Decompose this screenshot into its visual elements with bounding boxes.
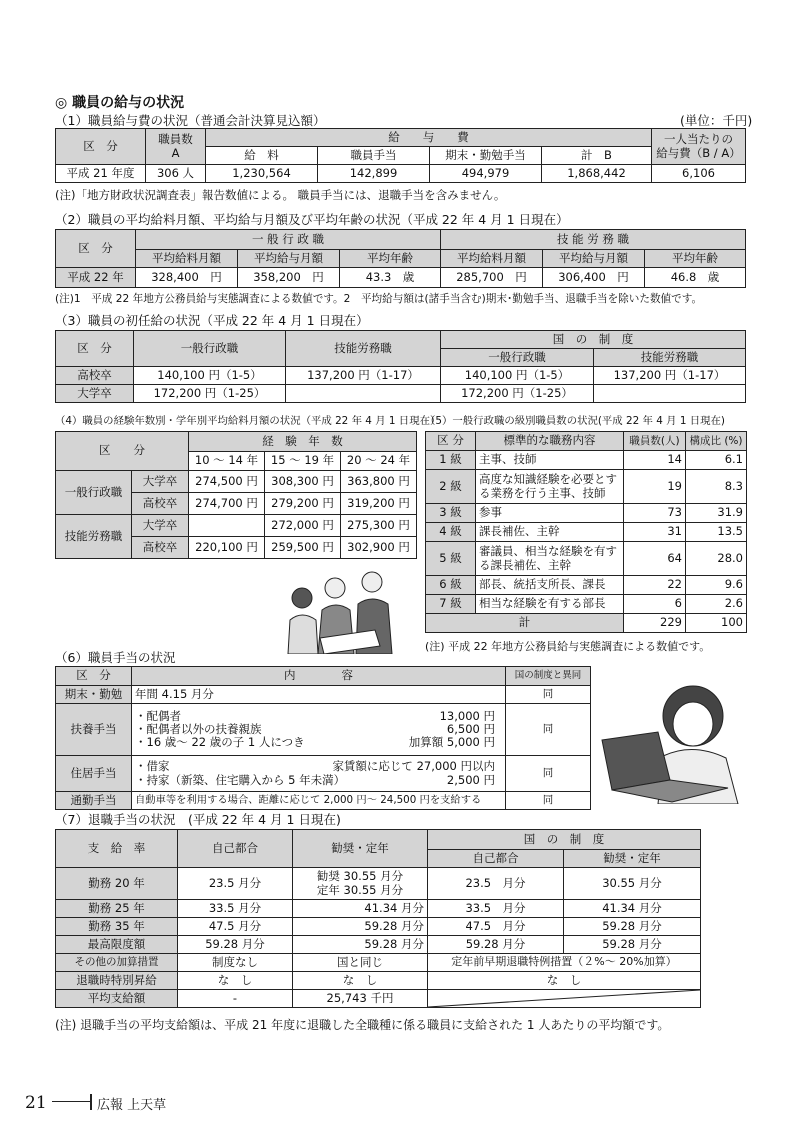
table-row: 大学卒 172,200 円（1-25） 172,200 円（1-25） [56,385,746,403]
table-row: 平均支給額 - 25,743 千円 [56,990,701,1008]
table-row: 高校卒 274,700 円 279,200 円 319,200 円 [56,493,417,515]
laptop-illustration [598,676,744,804]
table-row: 6 級 部長、統括支所長、課長 22 9.6 [426,576,747,595]
table-row: 高校卒 140,100 円（1-5） 137,200 円（1-17） 140,100 円（1-5） 137,200 円（1-17） [56,367,746,385]
s4-heading: （4）職員の経験年数別・学年別平均給料月額の状況（平成 22 年 4 月 1 日現在） [55,415,441,427]
table-row: 3 級 参事 73 31.9 [426,504,747,523]
table-row: 計 229 100 [426,614,747,633]
s2-heading: （2）職員の平均給料月額、平均給与月額及び平均年齢の状況（平成 22 年 4 月 1 日現在） [55,212,569,227]
s1-heading: （1）職員給与費の状況（普通会計決算見込額） [55,113,326,128]
table-row: 5 級 審議員、相当な経験を有する課長補佐、主幹 64 28.0 [426,542,747,576]
table-row: 1 級 主事、技師 14 6.1 [426,451,747,470]
table-row: 高校卒 220,100 円 259,500 円 302,900 円 [56,537,417,559]
table-row: 通勤手当 自動車等を利用する場合、距離に応じて 2,000 円～ 24,500 円を支給する 同 [56,792,591,810]
table-row: 2 級 高度な知識経験を必要とする業務を行う主事、技師 19 8.3 [426,470,747,504]
table-row: 勤務 35 年 47.5 月分 59.28 月分 47.5 月分 59.28 月分 [56,918,701,936]
table-row: 期末・勤勉 年間 4.15 月分 同 [56,686,591,704]
meeting-illustration [280,568,400,654]
s3-heading: （3）職員の初任給の状況（平成 22 年 4 月 1 日現在） [55,313,369,328]
s7-heading: （7）退職手当の状況 (平成 22 年 4 月 1 日現在) [55,812,341,827]
s1-note: (注)「地方財政状況調査表」報告数値による。 職員手当には、退職手当を含みません。 [55,188,506,202]
table-row: 技能労務職 大学卒 272,000 円 275,300 円 [56,515,417,537]
page-number: 21 [25,1093,47,1113]
grade-staff-table: 区 分 標準的な職務内容 職員数(人) 構成比 (%) 1 級 主事、技師 14 6.1 2 級 高度な知識経験を必要とする業務を行う主事、技師 19 8.3 3 級 参事 73 31.9 4 級 課長補佐、主幹 31 13.5 5 級 審議員、相当な経験を有する課長補佐、主幹 64 28.0 6 級 部長、統括支所長、課長 22 9.6 7 級 相当な経験を有する部長 6 2.6 計 229 100 [425,431,747,633]
table-row: 4 級 課長補佐、主幹 31 13.5 [426,523,747,542]
s5-note: (注) 平成 22 年地方公務員給与実態調査による数値です。 [425,640,711,653]
table-row: 7 級 相当な経験を有する部長 6 2.6 [426,595,747,614]
publication-name: 広報 上天草 [97,1098,167,1113]
retirement-table: 支 給 率 自己都合 勧奨・定年 国 の 制 度 自己都合 勧奨・定年 勤務 20 年 23.5 月分 勧奨 30.55 月分 定年 30.55 月分 23.5 月分 30.55 月分 勤務 25 年 33.5 月分 41.34 月分 33.5 月分 41.34 月分 勤務 35 年 47.5 月分 59.28 月分 47.5 月分 59.28 月分 最高限度額 59.28 月分 59.28 月分 59.28 月分 59.28 月分 その他の加算措置 制度なし 国と同じ 定年前早期退職特例措置（２%～ 20%加算） 退職時特別昇給 な し な し な し 平均支給額 - 25,743 千円 [55,829,701,1008]
s1-unit: (単位：千円) [680,113,753,128]
table-row: 扶養手当 ・配偶者 13,000 円 ・配偶者以外の扶養親族 6,500 円 ・16 歳～ 22 歳の子 1 人につき 加算額 5,000 円 同 [56,704,591,756]
table-row: 最高限度額 59.28 月分 59.28 月分 59.28 月分 59.28 月分 [56,936,701,954]
allowance-table: 区 分 内 容 国の制度と異同 期末・勤勉 年間 4.15 月分 同 扶養手当 ・配偶者 13,000 円 ・配偶者以外の扶養親族 6,500 円 ・16 歳～ 22 歳の子 1 人につき 加算額 5,000 円 同 住居手当 ・借家 家賃額に応じて 27,000 円以内 ・持家（新築、住宅購入から 5 年未満） 2,500 円 同 通勤手当 自動車等を利用する場合、距離に応じて 2,000 円～ 24,500 円を支給する 同 [55,666,591,810]
page-title: ◎ 職員の給与の状況 [55,95,185,111]
s2-note: (注)1 平成 22 年地方公務員給与実態調査による数値です。2 平均給与額は(諸手当含む)期末･勤勉手当、退職手当を除いた数値です。 [55,293,703,305]
table-row: 平成 22 年 328,400 円 358,200 円 43.3 歳 285,700 円 306,400 円 46.8 歳 [56,268,746,288]
experience-salary-table: 区 分 経 験 年 数 10 ～ 14 年 15 ～ 19 年 20 ～ 24 年 一般行政職 大学卒 274,500 円 308,300 円 363,800 円 高校卒 274,700 円 279,200 円 319,200 円 技能労務職 大学卒 272,000 円 275,300 円 高校卒 220,100 円 259,500 円 302,900 円 [55,431,417,559]
table-row: その他の加算措置 制度なし 国と同じ 定年前早期退職特例措置（２%～ 20%加算） [56,954,701,972]
avg-salary-table: 区 分 一 般 行 政 職 技 能 労 務 職 平均給料月額 平均給与月額 平均年齢 平均給料月額 平均給与月額 平均年齢 平成 22 年 328,400 円 358,200 円 43.3 歳 285,700 円 306,400 円 46.8 歳 [55,229,746,288]
footer-bar [90,1094,92,1110]
table-row: 一般行政職 大学卒 274,500 円 308,300 円 363,800 円 [56,471,417,493]
s7-note: (注) 退職手当の平均支給額は、平成 21 年度に退職した全職種に係る職員に支給された 1 人あたりの平均額です。 [55,1018,670,1032]
table-row: 勤務 20 年 23.5 月分 勧奨 30.55 月分 定年 30.55 月分 23.5 月分 30.55 月分 [56,868,701,900]
table-row: 平成 21 年度 306 人 1,230,564 142,899 494,979 1,868,442 6,106 [56,165,746,183]
footer-rule [52,1101,90,1102]
salary-cost-table: 区 分 職員数 A 給 与 費 一人当たりの 給与費（B / A） 給 料 職員手当 期末・勤勉手当 計 B 平成 21 年度 306 人 1,230,564 142,899 494,979 1,868,442 6,106 [55,128,746,183]
table-row: 住居手当 ・借家 家賃額に応じて 27,000 円以内 ・持家（新築、住宅購入から 5 年未満） 2,500 円 同 [56,756,591,792]
s6-heading: （6）職員手当の状況 [55,650,176,665]
table-row: 勤務 25 年 33.5 月分 41.34 月分 33.5 月分 41.34 月分 [56,900,701,918]
diagonal-line [428,990,700,1007]
starting-salary-table: 区 分 一般行政職 技能労務職 国 の 制 度 一般行政職 技能労務職 高校卒 140,100 円（1-5） 137,200 円（1-17） 140,100 円（1-5） 137,200 円（1-17） 大学卒 172,200 円（1-25） 172,200 円（1-25） [55,330,746,403]
table-row: 退職時特別昇給 な し な し な し [56,972,701,990]
s5-heading: （5）一般行政職の級別職員数の状況(平成 22 年 4 月 1 日現在) [425,415,725,427]
